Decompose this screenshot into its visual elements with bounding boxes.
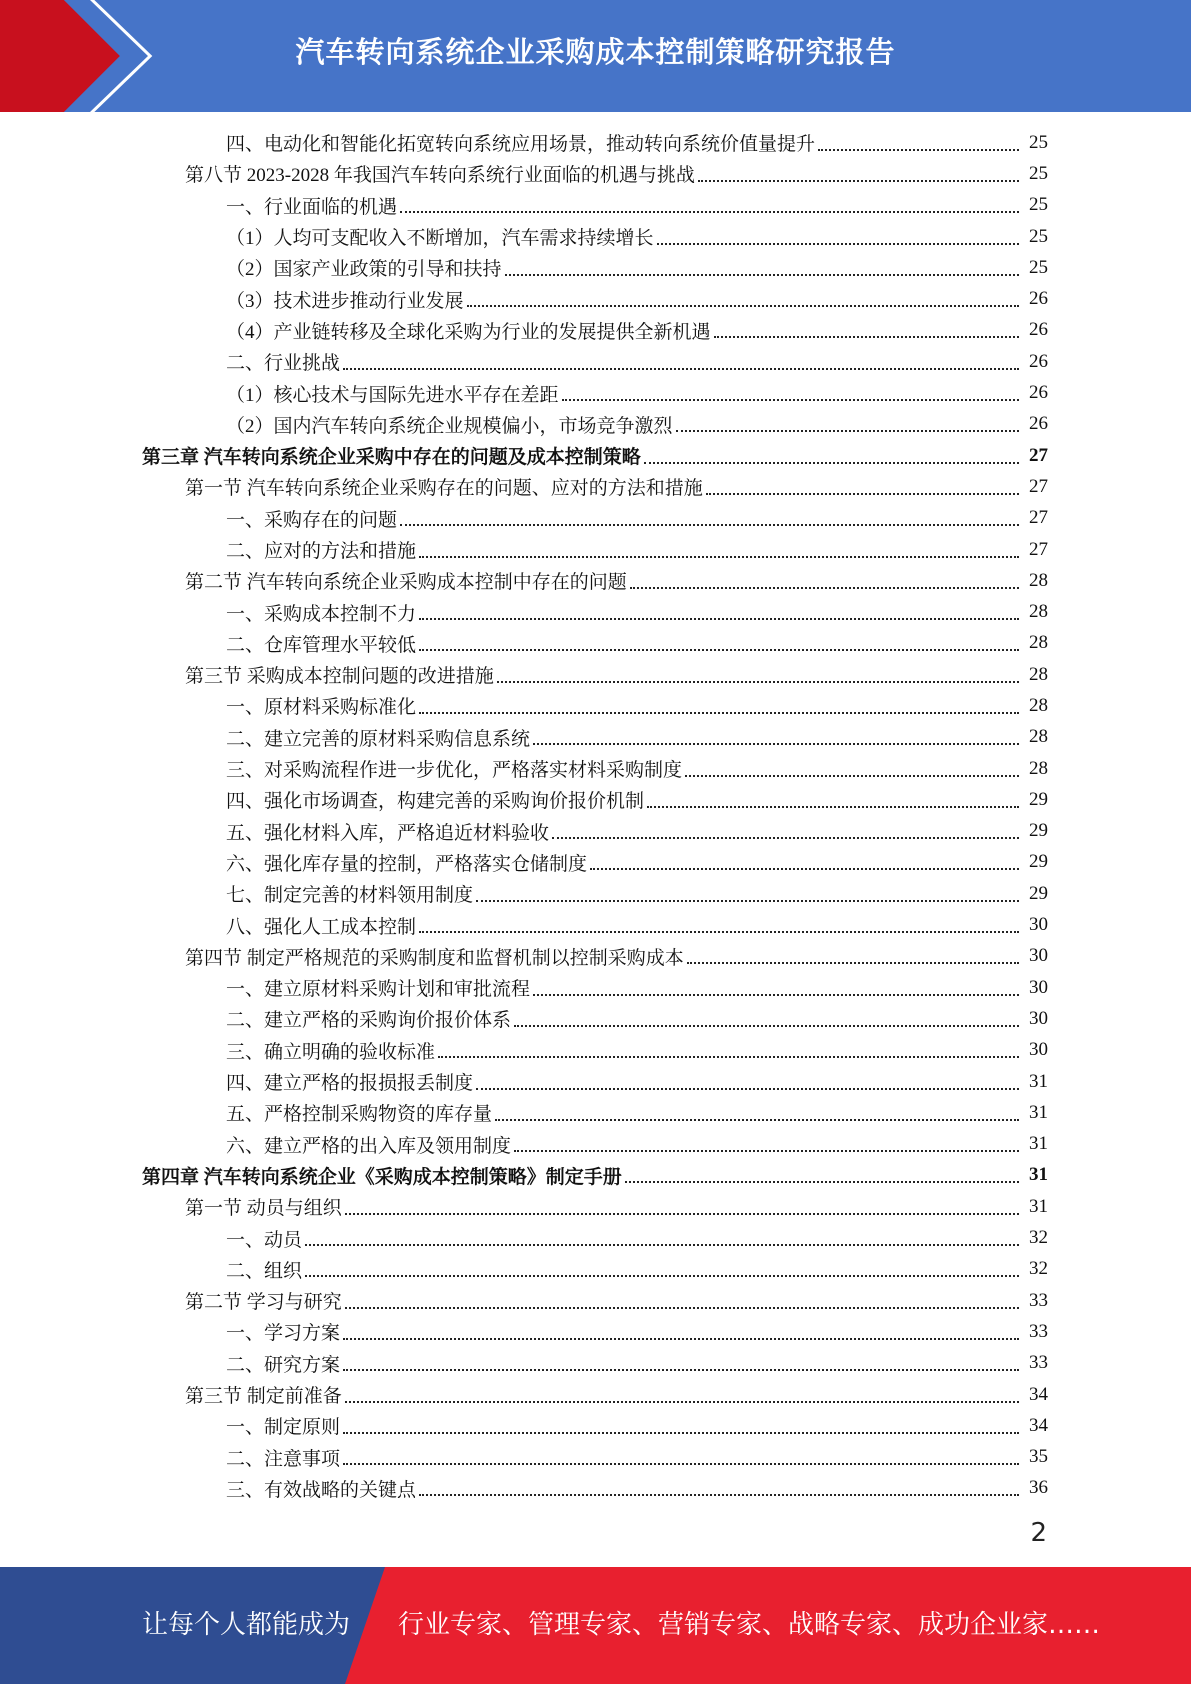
toc-entry[interactable] — [0, 847, 1191, 878]
dot-leader — [497, 681, 1019, 683]
page-number: 2 — [1030, 1518, 1047, 1548]
toc-entry-page: 28 — [1029, 757, 1048, 779]
dot-leader — [305, 1275, 1019, 1277]
toc-entry[interactable] — [0, 346, 1191, 377]
toc-entry-page: 32 — [1029, 1258, 1048, 1280]
toc-entry-title: 二、应对的方法和措施 — [226, 541, 417, 562]
toc-entry-title: 第八节 2023-2028 年我国汽车转向系统行业面临的机遇与挑战 — [185, 165, 695, 187]
dot-leader — [345, 1307, 1019, 1309]
dot-leader — [345, 1213, 1019, 1215]
report-title: 汽车转向系统企业采购成本控制策略研究报告 — [295, 35, 896, 69]
toc-entry-page: 31 — [1029, 1070, 1048, 1092]
toc-entry-title: 一、原材料采购标准化 — [226, 697, 417, 719]
toc-entry[interactable] — [0, 158, 1191, 189]
dot-leader — [476, 1088, 1019, 1090]
toc-entry-title: 一、采购成本控制不力 — [226, 603, 417, 625]
dot-leader — [400, 524, 1019, 526]
toc-entry[interactable] — [0, 1285, 1191, 1316]
dot-leader — [687, 962, 1019, 964]
toc-entry-page: 26 — [1029, 288, 1048, 310]
toc-entry[interactable] — [0, 1473, 1191, 1504]
toc-entry[interactable] — [0, 1097, 1191, 1128]
dot-leader — [676, 430, 1019, 432]
toc-entry-title: 六、强化库存量的控制，严格落实仓储制度 — [226, 853, 588, 875]
toc-entry-title: 第一节 汽车转向系统企业采购存在的问题、应对的方法和措施 — [185, 478, 703, 500]
toc-entry[interactable] — [0, 628, 1191, 659]
toc-entry-title: 二、建立完善的原材料采购信息系统 — [226, 728, 531, 750]
toc-entry[interactable] — [0, 722, 1191, 753]
dot-leader — [552, 837, 1019, 839]
toc-entry-page: 30 — [1029, 976, 1048, 998]
toc-entry-title: 四、强化市场调查，构建完善的采购询价报价机制 — [226, 791, 645, 813]
toc-entry-title: 第二节 汽车转向系统企业采购成本控制中存在的问题 — [185, 572, 627, 594]
toc-entry[interactable] — [0, 1191, 1191, 1222]
toc-entry[interactable] — [0, 596, 1191, 627]
toc-entry[interactable] — [0, 941, 1191, 972]
toc-entry[interactable] — [0, 1348, 1191, 1379]
toc-entry-page: 27 — [1029, 538, 1048, 560]
toc-entry[interactable] — [0, 1160, 1191, 1191]
toc-entry-title: （2）国家产业政策的引导和扶持 — [226, 259, 502, 281]
dot-leader — [419, 712, 1019, 714]
toc-entry-page: 35 — [1029, 1446, 1048, 1468]
dot-leader — [438, 1056, 1019, 1058]
toc-entry-page: 28 — [1029, 601, 1048, 623]
toc-entry-title: 第四章 汽车转向系统企业《采购成本控制策略》制定手册 — [142, 1166, 622, 1188]
toc-entry-page: 26 — [1029, 319, 1048, 341]
toc-entry-page: 30 — [1029, 1039, 1048, 1061]
dot-leader — [657, 243, 1019, 245]
toc-entry-title: 第三节 制定前准备 — [185, 1386, 342, 1408]
toc-entry-page: 26 — [1029, 350, 1048, 372]
dot-leader — [514, 1025, 1019, 1027]
toc-entry-title: 二、组织 — [226, 1260, 303, 1282]
toc-entry[interactable] — [0, 471, 1191, 502]
toc-entry-page: 31 — [1029, 1164, 1048, 1186]
toc-entry-title: 六、建立严格的出入库及领用制度 — [226, 1135, 512, 1157]
toc-entry-title: （1）人均可支配收入不断增加，汽车需求持续增长 — [226, 228, 654, 250]
toc-entry-title: 四、电动化和智能化拓宽转向系统应用场景，推动转向系统价值量提升 — [226, 134, 816, 156]
dot-leader — [533, 743, 1019, 745]
toc-entry[interactable] — [0, 190, 1191, 221]
toc-entry[interactable] — [0, 252, 1191, 283]
dot-leader — [562, 399, 1019, 401]
toc-entry-title: 八、强化人工成本控制 — [226, 916, 417, 938]
toc-entry-title: 七、制定完善的材料领用制度 — [226, 885, 474, 907]
dot-leader — [419, 1494, 1019, 1496]
toc-entry-page: 29 — [1029, 820, 1048, 842]
toc-entry-page: 30 — [1029, 914, 1048, 936]
dot-leader — [343, 1432, 1019, 1434]
toc-entry-title: 一、行业面临的机遇 — [226, 196, 398, 218]
dot-leader — [685, 775, 1019, 777]
dot-leader — [467, 305, 1019, 307]
toc-entry-title: 一、建立原材料采购计划和审批流程 — [226, 979, 531, 1001]
toc-entry-page: 27 — [1029, 475, 1048, 497]
dot-leader — [419, 618, 1019, 620]
toc-entry-page: 28 — [1029, 694, 1048, 716]
toc-entry-title: 三、有效战略的关键点 — [226, 1479, 417, 1501]
table-of-contents — [0, 127, 1191, 1504]
toc-entry-page: 33 — [1029, 1320, 1048, 1342]
toc-entry[interactable] — [0, 1316, 1191, 1347]
toc-entry-page: 34 — [1029, 1414, 1048, 1436]
toc-entry-title: 二、仓库管理水平较低 — [226, 634, 417, 656]
toc-entry[interactable] — [0, 1254, 1191, 1285]
toc-entry-title: （2）国内汽车转向系统企业规模偏小，市场竞争激烈 — [226, 415, 673, 437]
toc-entry-page: 25 — [1029, 225, 1048, 247]
toc-entry-title: （4）产业链转移及全球化采购为行业的发展提供全新机遇 — [226, 321, 711, 343]
dot-leader — [706, 493, 1019, 495]
toc-entry[interactable] — [0, 1066, 1191, 1097]
toc-entry-page: 31 — [1029, 1101, 1048, 1123]
toc-entry[interactable] — [0, 909, 1191, 940]
toc-entry-page: 29 — [1029, 851, 1048, 873]
dot-leader — [419, 556, 1019, 558]
toc-entry[interactable] — [0, 659, 1191, 690]
toc-entry-page: 32 — [1029, 1227, 1048, 1249]
dot-leader — [625, 1181, 1019, 1183]
toc-entry-title: 一、动员 — [226, 1229, 303, 1251]
toc-entry-title: （3）技术进步推动行业发展 — [226, 290, 464, 312]
toc-entry[interactable] — [0, 878, 1191, 909]
toc-entry-title: 三、对采购流程作进一步优化，严格落实材料采购制度 — [226, 760, 683, 782]
toc-entry[interactable] — [0, 816, 1191, 847]
dot-leader — [400, 211, 1019, 213]
dot-leader — [647, 806, 1019, 808]
toc-entry[interactable] — [0, 377, 1191, 408]
toc-entry-page: 26 — [1029, 382, 1048, 404]
toc-entry[interactable] — [0, 1129, 1191, 1160]
toc-entry-title: 一、学习方案 — [226, 1323, 341, 1345]
dot-leader — [533, 994, 1019, 996]
toc-entry[interactable] — [0, 534, 1191, 565]
toc-entry[interactable] — [0, 1410, 1191, 1441]
toc-entry[interactable] — [0, 440, 1191, 471]
toc-entry-page: 25 — [1029, 256, 1048, 278]
toc-entry-title: （1）核心技术与国际先进水平存在差距 — [226, 384, 559, 406]
dot-leader — [345, 1401, 1019, 1403]
dot-leader — [305, 1244, 1019, 1246]
toc-entry[interactable] — [0, 283, 1191, 314]
toc-entry-title: 第一节 动员与组织 — [185, 1198, 342, 1220]
toc-entry-page: 27 — [1029, 507, 1048, 529]
dot-leader — [590, 868, 1019, 870]
dot-leader — [495, 1119, 1019, 1121]
toc-entry[interactable] — [0, 1379, 1191, 1410]
toc-entry-page: 25 — [1029, 194, 1048, 216]
toc-entry-title: 第四节 制定严格规范的采购制度和监督机制以控制采购成本 — [185, 947, 684, 969]
toc-entry-page: 28 — [1029, 569, 1048, 591]
footer-slogan-left: 让每个人都能成为 — [142, 1610, 351, 1640]
toc-entry-page: 28 — [1029, 663, 1048, 685]
toc-entry[interactable] — [0, 221, 1191, 252]
dot-leader — [818, 149, 1019, 151]
toc-entry-page: 36 — [1029, 1477, 1048, 1499]
toc-entry-title: 四、建立严格的报损报丢制度 — [226, 1073, 474, 1095]
toc-entry[interactable] — [0, 127, 1191, 158]
toc-entry-page: 34 — [1029, 1383, 1048, 1405]
dot-leader — [698, 180, 1019, 182]
toc-entry-page: 28 — [1029, 632, 1048, 654]
toc-entry[interactable] — [0, 784, 1191, 815]
toc-entry-page: 25 — [1029, 131, 1048, 153]
toc-entry[interactable] — [0, 315, 1191, 346]
toc-entry[interactable] — [0, 565, 1191, 596]
toc-entry[interactable] — [0, 409, 1191, 440]
dot-leader — [714, 336, 1019, 338]
dot-leader — [343, 1369, 1019, 1371]
toc-entry-title: 二、建立严格的采购询价报价体系 — [226, 1010, 512, 1032]
toc-entry-page: 27 — [1029, 444, 1048, 466]
toc-entry-page: 26 — [1029, 413, 1048, 435]
toc-entry[interactable] — [0, 1035, 1191, 1066]
dot-leader — [343, 1463, 1019, 1465]
dot-leader — [476, 900, 1019, 902]
toc-entry-page: 25 — [1029, 162, 1048, 184]
footer-slogan-right: 行业专家、管理专家、营销专家、战略专家、成功企业家…… — [398, 1610, 1101, 1640]
dot-leader — [343, 1338, 1019, 1340]
toc-entry-page: 31 — [1029, 1195, 1048, 1217]
toc-entry-title: 二、注意事项 — [226, 1448, 341, 1470]
toc-entry[interactable] — [0, 972, 1191, 1003]
toc-entry-page: 29 — [1029, 788, 1048, 810]
toc-entry-title: 五、严格控制采购物资的库存量 — [226, 1104, 493, 1126]
toc-entry-title: 二、研究方案 — [226, 1354, 341, 1376]
toc-entry[interactable] — [0, 1003, 1191, 1034]
toc-entry[interactable] — [0, 753, 1191, 784]
toc-entry-page: 33 — [1029, 1289, 1048, 1311]
toc-entry-title: 三、确立明确的验收标准 — [226, 1041, 436, 1063]
toc-entry-page: 31 — [1029, 1133, 1048, 1155]
toc-entry-page: 29 — [1029, 882, 1048, 904]
dot-leader — [419, 649, 1019, 651]
dot-leader — [505, 274, 1019, 276]
toc-entry-page: 28 — [1029, 726, 1048, 748]
toc-entry-page: 33 — [1029, 1352, 1048, 1374]
dot-leader — [630, 587, 1019, 589]
toc-entry[interactable] — [0, 1222, 1191, 1253]
toc-entry-title: 五、强化材料入库，严格追近材料验收 — [226, 822, 550, 844]
dot-leader — [343, 368, 1019, 370]
toc-entry-title: 二、行业挑战 — [226, 353, 341, 375]
toc-entry-title: 第三章 汽车转向系统企业采购中存在的问题及成本控制策略 — [142, 447, 641, 469]
toc-entry[interactable] — [0, 690, 1191, 721]
toc-entry-title: 一、制定原则 — [226, 1417, 341, 1439]
toc-entry-page: 30 — [1029, 1007, 1048, 1029]
dot-leader — [514, 1150, 1019, 1152]
toc-entry-title: 一、采购存在的问题 — [226, 509, 398, 531]
toc-entry[interactable] — [0, 503, 1191, 534]
dot-leader — [644, 462, 1019, 464]
header-banner — [0, 0, 1191, 112]
toc-entry-page: 30 — [1029, 945, 1048, 967]
toc-entry-title: 第三节 采购成本控制问题的改进措施 — [185, 666, 494, 688]
toc-entry-title: 第二节 学习与研究 — [185, 1292, 342, 1314]
footer-banner — [0, 1567, 1191, 1684]
toc-entry[interactable] — [0, 1441, 1191, 1472]
dot-leader — [419, 931, 1019, 933]
